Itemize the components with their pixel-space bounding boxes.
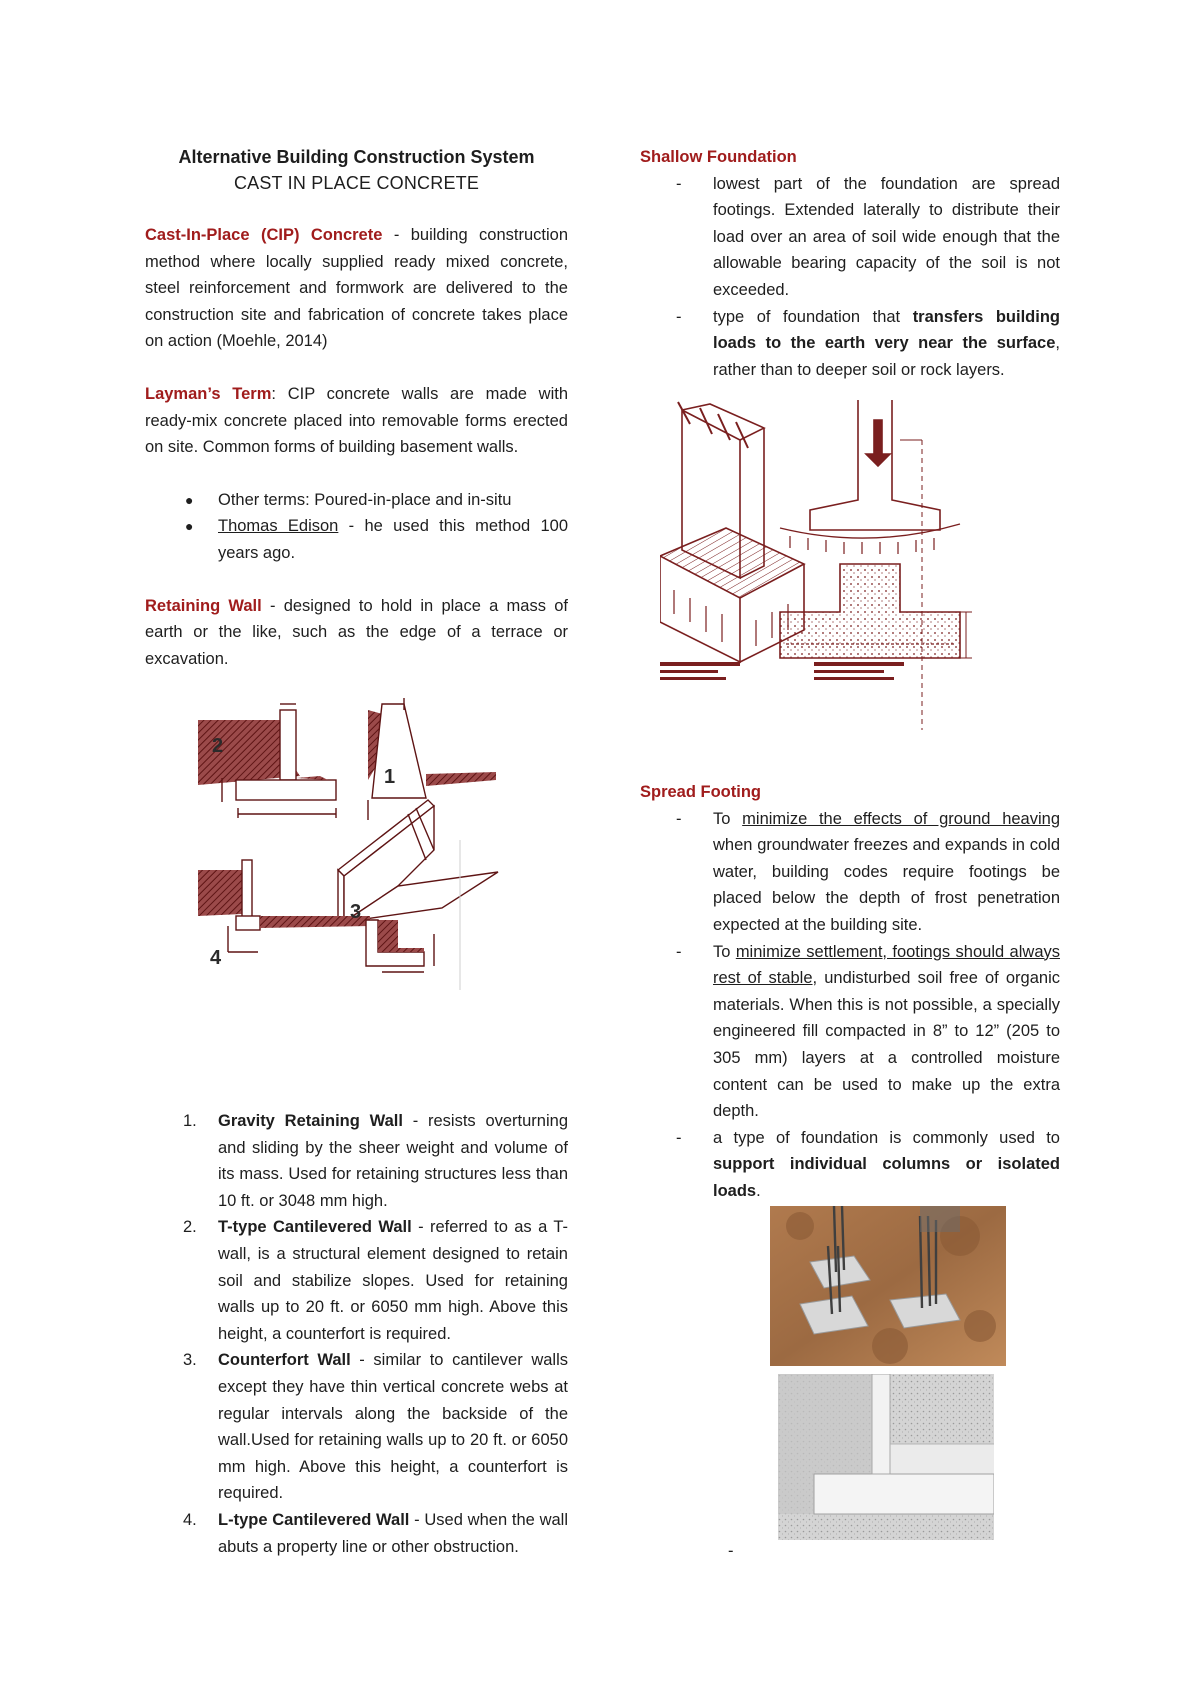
retaining-wall-figure [198,690,500,1075]
retaining-term: Retaining Wall [145,596,262,615]
footing-section-photo [778,1374,994,1540]
item-text: type of foundation that [713,307,913,326]
document-subtitle: CAST IN PLACE CONCRETE [233,173,480,193]
list-number: 3. [183,1351,197,1370]
layman-term: Layman’s Term [145,384,272,403]
item-text: To [713,809,743,828]
list-item [640,304,1060,384]
figure-label-2: 2 [212,735,224,757]
item-text: To [713,942,736,961]
bullet-icon: ● [185,518,194,535]
dash-mark: - [676,1128,682,1147]
bullet-icon: ● [185,491,194,508]
retaining-wall-definition [145,593,568,673]
layman-text: : CIP concrete walls are made with ready-mix concrete placed into removable forms erected on site. Common forms of building basement walls. [145,384,568,457]
cip-definition [145,222,568,355]
list-number: 1. [183,1112,197,1130]
item-text: lowest part of the foundation are spread footings. Extended laterally to distribute their load over an area of soil wide enough that the allowable bearing capacity of the soil is not exceeded. [713,174,1060,299]
type-text: - referred to as a T-wall, is a structural element designed to retain soil and stabilize slopes. Used for retaining walls up to 20 ft. or 6050 mm high. Above this height, a counterfort is required. [218,1218,568,1343]
retaining-text: - designed to hold in place a mass of earth or the like, such as the edge of a terrace or excavation. [145,596,568,668]
type-text: - resists overturning and sliding by the sheer weight and volume of its mass. Used for retaining structures less than 10 ft. or 3048 mm high. [218,1112,568,1210]
shallow-foundation-heading: Shallow Foundation [640,148,797,166]
type-text: - Used when the wall abuts a property line or other obstruction. [218,1510,568,1556]
bullet-text: Other terms: Poured-in-place and in-situ [218,490,512,509]
type-term: L-type Cantilevered Wall [218,1510,410,1529]
item-text: a type of foundation is commonly used to [713,1128,1060,1147]
cip-text: - building construction method where locally supplied ready mixed concrete, steel reinforcement and formwork are delivered to the construction site and fabrication of concrete takes place on action (Moehle, 2014) [145,226,569,351]
document-title: Alternative Building Construction System [178,147,535,167]
cip-bullet-list [145,487,568,567]
item-underline: minimize settlement, footings should always rest of stable [713,942,1060,988]
retaining-wall-types-list [145,1108,568,1560]
figure-label-3: 3 [350,901,362,923]
list-item [145,1347,568,1507]
figure-label-1: 1 [384,766,396,788]
cip-term: Cast-In-Place (CIP) Concrete [145,226,383,244]
dash-mark: - [676,942,682,961]
underlined-name: Thomas Edison [218,517,339,536]
type-term: Gravity Retaining Wall [218,1112,403,1130]
item-text: . [756,1181,761,1200]
item-text: , undisturbed soil free of organic materials. When this is not possible, a specially engineered fill compacted in 8” to 12” (205 to 305 mm) layers at a controlled moisture content can be used to make up the extra depth. [713,969,1060,1121]
figure-label-4: 4 [210,947,222,969]
type-term: T-type Cantilevered Wall [218,1218,412,1237]
list-item [640,171,1060,304]
list-number: 2. [183,1218,197,1237]
list-item [145,1108,568,1214]
list-number: 4. [183,1510,197,1529]
list-item [640,939,1060,1125]
list-item [145,1214,568,1347]
layman-definition [145,381,568,461]
spread-footing-section [640,779,1060,1205]
type-term: Counterfort Wall [218,1351,351,1370]
item-text: , rather than to deeper soil or rock layers. [713,334,1060,379]
list-item [640,806,1060,939]
list-item [145,513,568,566]
list-item [145,1507,568,1560]
footing-diagram-figure [660,400,1070,730]
footing-photo [770,1206,1006,1366]
dash-mark: - [676,307,682,326]
type-text: - similar to cantilever walls except they have thin vertical concrete webs at regular intervals along the backside of the wall.Used for retaining walls up to 20 ft. or 6050 mm high. Above this height, a counterfort is required. [218,1351,568,1503]
item-bold: transfers building loads to the earth very near the surface [713,307,1060,353]
dash-mark: - [676,174,682,193]
spread-footing-list [640,806,1060,1205]
bullet-text: - he used this method 100 years ago. [218,517,569,562]
item-bold: support individual columns or isolated loads [713,1155,1060,1200]
item-text: when groundwater freezes and expands in cold water, building codes require footings be placed below the depth of frost penetration expected at the building site. [713,836,1060,934]
list-item [640,1125,1060,1205]
shallow-foundation-list [640,171,1060,384]
left-column [145,144,568,672]
trailing-dash: - [728,1542,734,1560]
list-item [145,487,568,514]
spread-footing-heading: Spread Footing [640,783,761,801]
item-underline: minimize the effects of ground heaving [742,809,1060,828]
dash-mark: - [676,809,682,828]
right-column [640,144,1060,383]
